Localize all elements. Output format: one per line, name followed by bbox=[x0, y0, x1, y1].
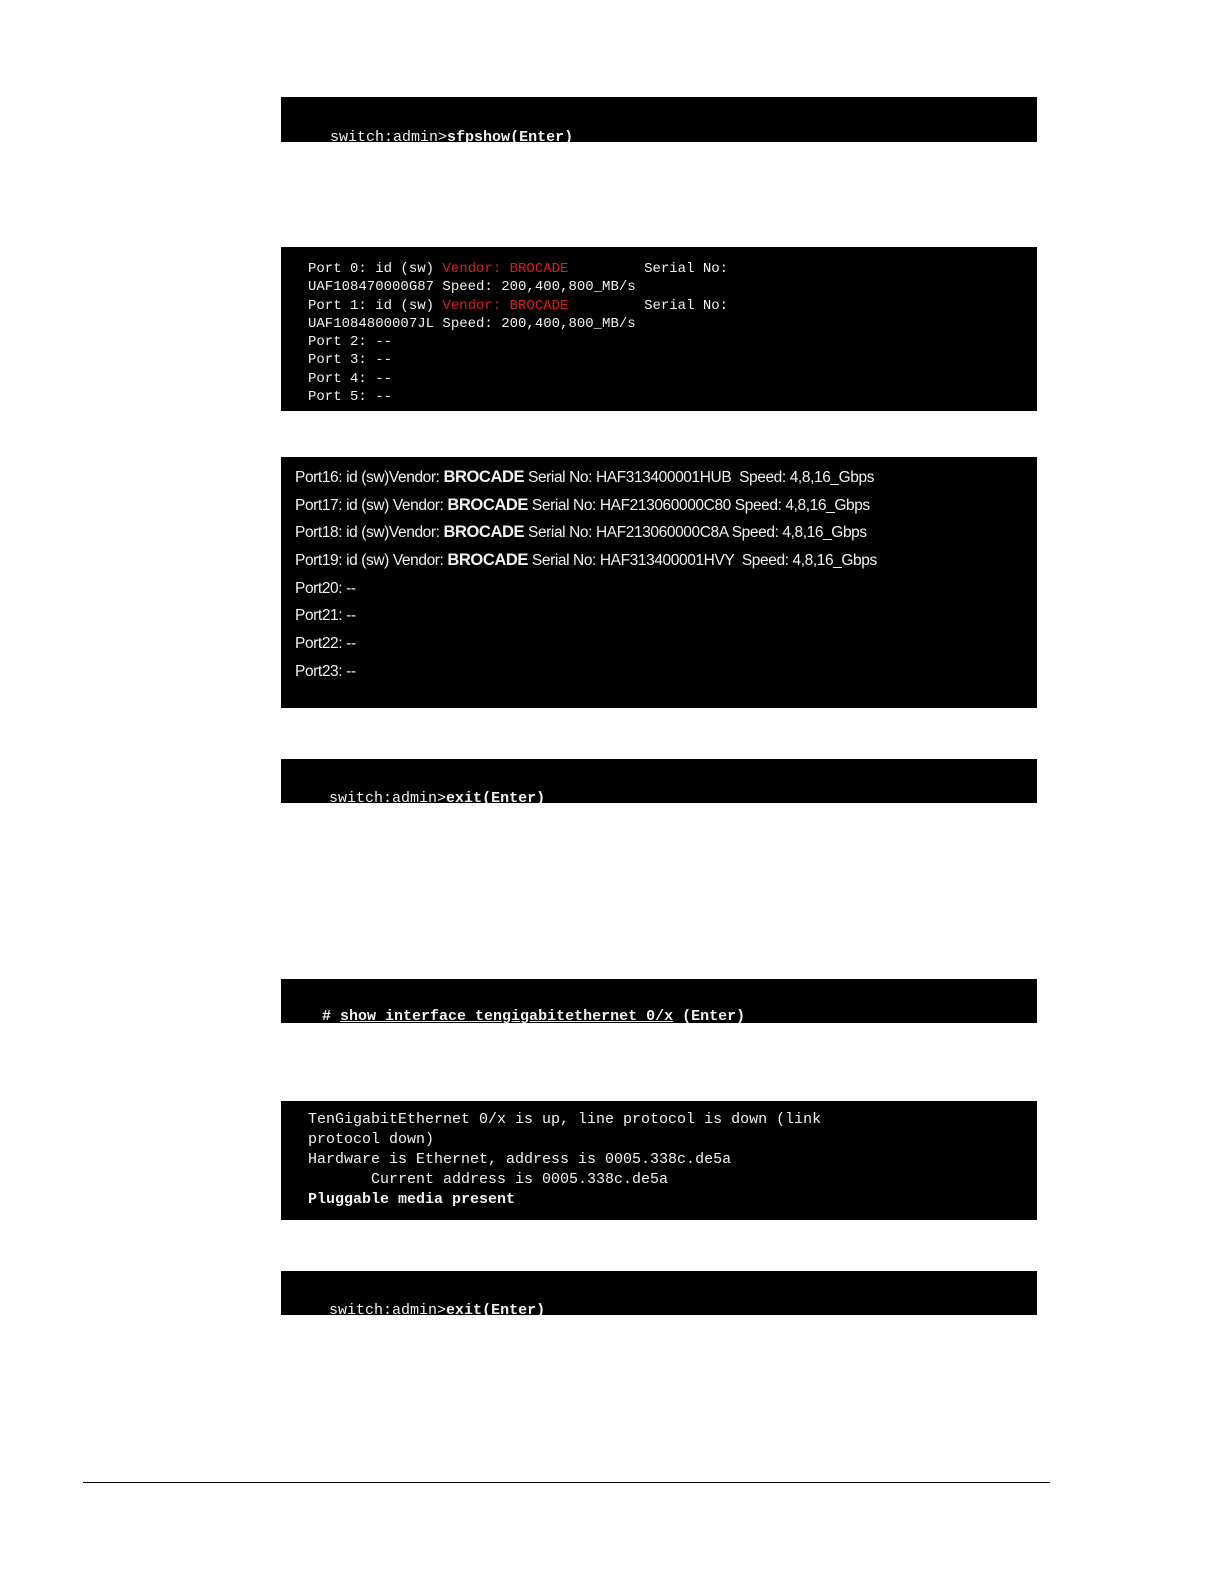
vendor-brand: BROCADE bbox=[447, 495, 528, 514]
command-prompt: switch:admin> bbox=[330, 129, 448, 146]
output-line: Port 3: -- bbox=[308, 352, 393, 369]
exit-command-box-2 bbox=[281, 1271, 1037, 1319]
output-line: Port22: -- bbox=[295, 635, 356, 653]
output-line: Port20: -- bbox=[295, 579, 356, 597]
vendor-label: Vendor: BROCADE bbox=[442, 297, 569, 314]
output-line: Hardware is Ethernet, address is 0005.338c.de5a bbox=[308, 1151, 732, 1168]
output-line: UAF1084800007JL Speed: 200,400,800_MB/s bbox=[308, 315, 636, 332]
command-prompt: switch:admin> bbox=[329, 790, 447, 807]
vendor-brand: BROCADE bbox=[443, 468, 525, 486]
output-line: Port 0: id (sw) Vendor: BROCADE Serial No: bbox=[308, 261, 729, 277]
command-enter: (Enter) bbox=[482, 1302, 546, 1319]
sfp-output-small-box bbox=[281, 247, 1037, 411]
output-line: Port23: -- bbox=[295, 662, 356, 680]
output-line: Port 2: -- bbox=[308, 334, 393, 351]
command-enter: (Enter) bbox=[482, 790, 546, 807]
command-keyword: exit bbox=[446, 790, 483, 807]
vendor-label: Vendor: BROCADE bbox=[442, 261, 569, 277]
command-enter: (Enter) bbox=[510, 129, 574, 146]
output-line: protocol down) bbox=[308, 1131, 435, 1148]
show-interface-command-box bbox=[281, 979, 1037, 1023]
command-keyword: exit bbox=[446, 1302, 483, 1319]
output-line: Port 4: -- bbox=[308, 370, 393, 387]
interface-output-box bbox=[281, 1101, 1037, 1220]
output-line: Port18: id (sw)Vendor: BROCADE Serial No: HAF213060000C8A Speed: 4,8,16_Gbps bbox=[295, 523, 867, 542]
output-line: Port 5: -- bbox=[308, 389, 393, 406]
sfp-output-large-box bbox=[281, 457, 1037, 708]
output-line: Port19: id (sw) Vendor: BROCADE Serial No: HAF313400001HVY Speed: 4,8,16_Gbps bbox=[295, 551, 877, 570]
command-prompt: switch:admin> bbox=[329, 1302, 447, 1319]
exit-command-box bbox=[281, 759, 1037, 807]
command-enter: (Enter) bbox=[673, 1008, 746, 1025]
output-line: UAF108470000G87 Speed: 200,400,800_MB/s bbox=[308, 279, 636, 296]
command-keyword: sfpshow bbox=[447, 129, 511, 146]
output-line: Port 1: id (sw) Vendor: BROCADE Serial No: bbox=[308, 297, 729, 314]
output-line: Current address is 0005.338c.de5a bbox=[308, 1171, 669, 1188]
output-line: TenGigabitEthernet 0/x is up, line protocol is down (link bbox=[308, 1111, 822, 1128]
pluggable-media-line: Pluggable media present bbox=[308, 1191, 516, 1208]
vendor-brand: BROCADE bbox=[447, 551, 528, 570]
output-line: Port16: id (sw)Vendor: BROCADE Serial No: HAF313400001HUB Speed: 4,8,16_Gbps bbox=[295, 468, 875, 486]
footer-rule bbox=[83, 1482, 1050, 1483]
output-line: Port21: -- bbox=[295, 607, 356, 625]
vendor-brand: BROCADE bbox=[443, 523, 525, 542]
command-keyword: show interface tengigabitethernet 0/x bbox=[340, 1008, 674, 1025]
sfpshow-command-box bbox=[281, 97, 1037, 146]
command-prompt: # bbox=[322, 1008, 341, 1025]
output-line: Port17: id (sw) Vendor: BROCADE Serial No: HAF213060000C80 Speed: 4,8,16_Gbps bbox=[295, 495, 870, 514]
